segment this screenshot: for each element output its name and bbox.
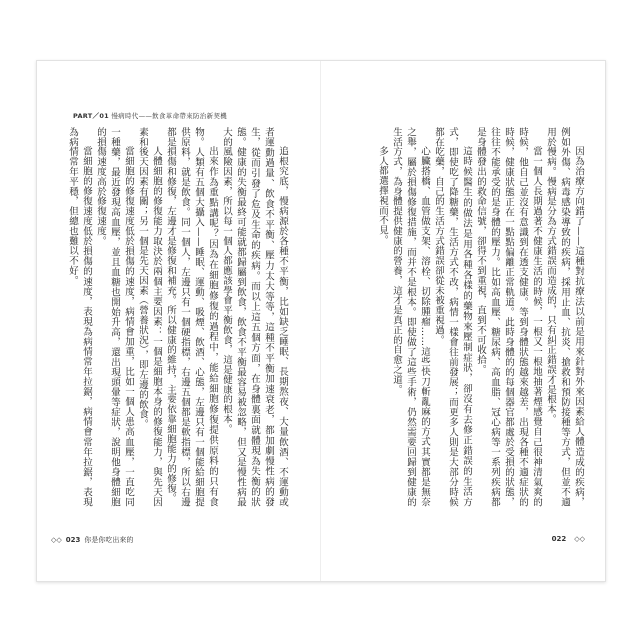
paragraph: 人體細胞的修復能力取決於兩個主要因素：一個是細胞本身的修復能力，與先天因素和後天因素有關；另一個是先天因素（營養狀況），即左邊的飲食。: [137, 127, 162, 507]
left-page: [37, 61, 321, 581]
book-spread: [36, 60, 606, 582]
fleuron-icon: ◇◇: [574, 535, 585, 543]
paragraph: 出來作為重點講呢？因為在細胞修復的過程中，能給細胞修復提供原料的只有食物。人類有五個大攝入——睡眠、運動、吸煙、飲酒、心態，左邊只有一個能給細胞提供原料，就是飲食。同一個人，左邊只有一個硬指標，右邊五個都是軟指標，所以右邊都是損傷和修復，左邊才是修復和補充。所以健康的維持，主要依靠細胞能力的修復。: [165, 127, 218, 507]
running-header: [73, 111, 227, 120]
right-page-footer: [552, 535, 585, 543]
paragraph: 當細胞的修復速度低於損傷的速度，病情會加重，比如一個人患高血壓，一直吃同一種藥，最近發現高血壓，並且血糖也開始升高，還出現頭暈等症狀，說明他身體細胞的損傷速度高於修復速度。: [95, 127, 134, 507]
page-number: 023: [65, 536, 81, 544]
paragraph: 這時候醫生的做法是用各種各樣的藥物來壓制症狀，卻沒有去修正錯誤的生活方式，即使吃了降糖藥，生活方式不改，病情一樣會往前發展；而更多人則是大部分時候都在吃藥，自己的生活方式錯誤卻從未被重視過。: [433, 127, 472, 507]
paragraph: 追根究底，慢病源於各種不平衡，比如缺乏睡眠、長期熬夜、大量飲酒、不運動或者運動過量、飲食不平衡、壓力太大等等，這種不平衡加速衰老，都加劇慢性病的發生，從而引發了危及生命的疾病。而以上這五個方面，在身體裏面就體現為失衡的狀態。健康的失衡最終可能就都歸屬到飲食，飲食不平衡最容易被忽略，但又是慢性病最大的風險因素，所以每一個人都應該學會平衡飲食，這是健康的根本。: [221, 127, 288, 507]
paragraph: 當一個人長期過著不健康生活的時候，一根又一根地抽著煙感覺自己很神清氣爽的時候，他自己並沒有意識到在透支健康。等到身體狀態越來越差，出現各種不適症狀的時候，健康狀態正在一點點偏離正常軌道。此時身體的的每個器官都處於受損的狀態，往往不能承受的是身體的壓力。比如高血壓、糖尿病、高血脂、冠心病等一系列疾病都是身體發出的救命信號，卻得不到重視，直到不可收拾。: [475, 127, 542, 507]
chapter-title: 慢病時代——飲食革命帶來防治新契機: [111, 112, 227, 120]
fleuron-icon: ◇◇: [51, 536, 62, 544]
paragraph: 當細胞的修復速度低於損傷的速度，表現為病情常年拉鋸，病情會常年拉鋸，表現為病情常年平穩，但總也難以不好。: [67, 127, 92, 507]
part-label: PART／01: [73, 112, 109, 120]
left-body-text: [63, 127, 289, 507]
paragraph: 心臟搭橋、血管做支架、溶栓、切除腫瘤……這些快刀斬亂麻的方式其實都是無奈之舉，屬於損傷修復措施，而并不是根本。即使做了這些手術，仍然需要回歸到健康的生活方式，為身體提供健康的營養，這才是真正的自愈之道。: [391, 127, 430, 507]
page-number: 022: [551, 535, 567, 543]
book-title: 你是你吃出來的: [84, 536, 134, 544]
left-page-footer: [51, 535, 133, 545]
paragraph: 因為治療方向錯了——這種對抗療法以前是用來針對外來因素給人體造成的疾病，例如外傷、病毒感染導致的疾病，採用止血、抗炎、搶救和預防接種等方式，但並不適用於慢病。慢病是分為方式錯誤而造成的，只有糾正錯誤才是根本。: [545, 127, 584, 507]
right-page: [321, 61, 605, 581]
paragraph: 多人都選擇視而不見。: [377, 146, 388, 245]
right-body-text: [359, 127, 585, 507]
